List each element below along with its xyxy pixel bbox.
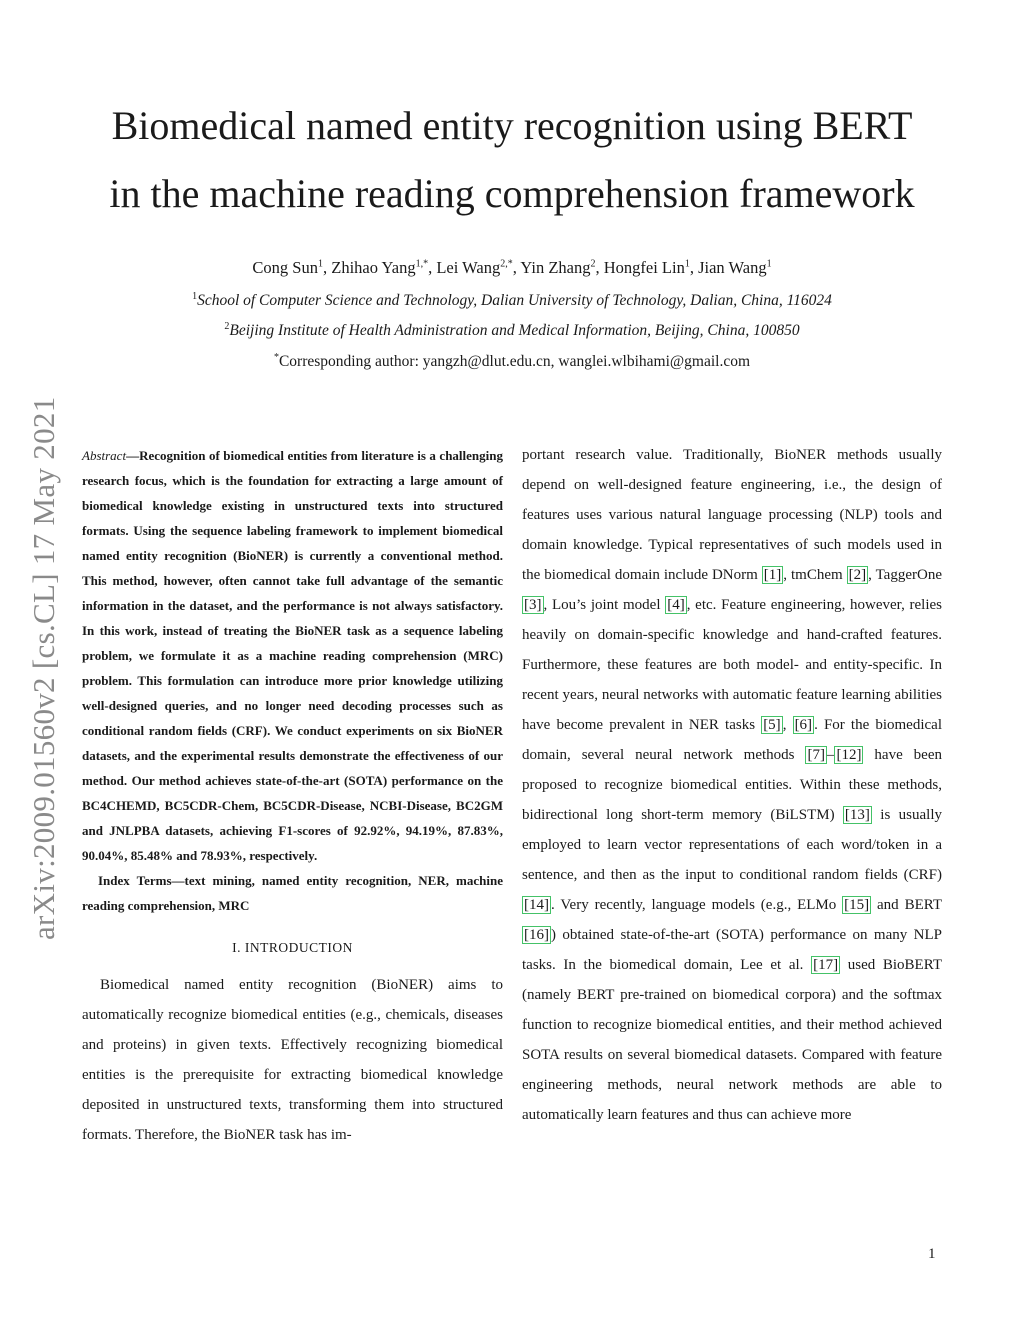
index-terms: Index Terms—text mining, named entity recognition, NER, machine reading comprehension, MRC xyxy=(82,873,503,913)
citation-link[interactable]: [14] xyxy=(524,897,549,913)
intro-paragraph-continued: portant research value. Traditionally, BioNER methods usually depend on well-designed feature engineering, i.e., the design of features uses various natural language processing (NLP) tools and domain knowledge. Typical representatives of such models used in the biomedical domain include DNorm [1] , tmChem [2] , TaggerOne [3] , Lou’s joint model [4] , etc. Feature engineering, however, relies heavily on domain-specific knowledge and hand-crafted features. Furthermore, these features are both model- and entity-specific. In recent years, neural networks with automatic feature learning abilities have become prevalent in NER tasks [5] , [6] . For the biomedical domain, several neural network methods [7] – [12] have been proposed to recognize biomedical entities. Within these methods, bidirectional long short-term memory (BiLSTM) [13] is usually employed to learn vector representations of each word/token in a sentence, and then as the input to conditional random fields (CRF) [14] . Very recently, language models (e.g., ELMo [15] and BERT [16] ) obtained state-of-the-art (SOTA) performance on many NLP tasks. In the biomedical domain, Lee et al. [17] used BioBERT (namely BERT pre-trained on biomedical corpora) and the softmax function to recognize biomedical entities, and their method achieved SOTA results on several biomedical datasets. Compared with feature engineering methods, neural network methods are able to automatically learn features and thus can achieve more xyxy=(522,447,943,1123)
corresponding-author: *Corresponding author: yangzh@dlut.edu.cn, wanglei.wlbihami@gmail.com xyxy=(273,351,751,370)
abstract: Abstract—Recognition of biomedical entities from literature is a challenging research focus, which is the foundation for extracting a large amount of biomedical knowledge existing in unstructured texts into structured formats. Using the sequence labeling framework to implement biomedical named entity recognition (BioNER) is currently a conventional method. This method, however, often cannot take full advantage of the semantic information in the dataset, and the performance is not always satisfactory. In this work, instead of treating the BioNER task as a sequence labeling problem, we formulate it as a machine reading comprehension (MRC) problem. This formulation can introduce more prior knowledge utilizing well-designed queries, and no longer need decoding processes such as conditional random fields (CRF). We conduct experiments on six BioNER datasets, and the experimental results demonstrate the effectiveness of our method. Our method achieves state-of-the-art (SOTA) performance on the BC4CHEMD, BC5CDR-Chem, BC5CDR-Disease, NCBI-Disease, BC2GM and JNLPBA datasets, achieving F1-scores of 92.92%, 94.19%, 87.83%, 90.04%, 85.48% and 78.93%, respectively. xyxy=(82,448,503,863)
affiliation-2: $^2$Beijing Institute of Health Administration and Medical Information, Beijing, China, 100850 xyxy=(224,320,800,339)
citation-link[interactable]: [1] xyxy=(763,567,782,583)
arxiv-watermark: arXiv:2009.01560v2 [cs.CL] 17 May 2021 xyxy=(26,396,61,940)
index-terms-text: text mining, named entity recognition, NER, machine reading comprehension, MRC xyxy=(82,873,503,913)
citation-link[interactable]: [7] xyxy=(807,747,825,763)
index-terms-label: Index Terms xyxy=(98,873,172,888)
paper-title xyxy=(0,92,1024,228)
author: Hongfei Lin xyxy=(603,258,685,277)
citation-link[interactable]: [16] xyxy=(524,927,549,943)
author: Lei Wang xyxy=(436,258,501,277)
citation-link[interactable]: [2] xyxy=(848,567,867,583)
author: Jian Wang xyxy=(698,258,767,277)
page-number: 1 xyxy=(928,1246,936,1262)
affiliation-1: $^1$School of Computer Science and Technology, Dalian University of Technology, Dalian, China, 116024 xyxy=(192,290,832,309)
title-line-1: Biomedical named entity recognition using BERT xyxy=(111,103,913,148)
intro-paragraph: Biomedical named entity recognition (BioNER) aims to automatically recognize biomedical entities (e.g., chemicals, diseases and proteins) in given texts. Effectively recognizing biomedical entities is the prerequisite for extracting biomedical knowledge deposited in unstructured texts, transforming them into structured formats. Therefore, the BioNER task has im- xyxy=(82,977,503,1143)
abstract-text: Recognition of biomedical entities from literature is a challenging research focus, which is the foundation for extracting a large amount of biomedical knowledge existing in unstructured texts into structured formats. Using the sequence labeling framework to implement biomedical named entity recognition (BioNER) is currently a conventional method. This method, however, often cannot take full advantage of the semantic information in the dataset, and the performance is not always satisfactory. In this work, instead of treating the BioNER task as a sequence labeling problem, we formulate it as a machine reading comprehension (MRC) problem. This formulation can introduce more prior knowledge utilizing well-designed queries, and no longer need decoding processes such as conditional random fields (CRF). We conduct experiments on six BioNER datasets, and the experimental results demonstrate the effectiveness of our method. Our method achieves state-of-the-art (SOTA) performance on the BC4CHEMD, BC5CDR-Chem, BC5CDR-Disease, NCBI-Disease, BC2GM and JNLPBA datasets, achieving F1-scores of 92.92%, 94.19%, 87.83%, 90.04%, 85.48% and 78.93%, respectively. xyxy=(82,448,503,863)
citation-link[interactable]: [3] xyxy=(524,597,542,613)
author: Cong Sun xyxy=(252,258,318,277)
citation-link[interactable]: [12] xyxy=(836,747,862,763)
citation-link[interactable]: [13] xyxy=(844,807,870,823)
citation-link[interactable]: [6] xyxy=(794,717,813,733)
title-line-2: in the machine reading comprehension framework xyxy=(109,171,915,216)
author-list: Cong Sun$^1$, Zhihao Yang$^{1,*}$, Lei Wang$^{2,*}$, Yin Zhang$^2$, Hongfei Lin$^1$, Jian Wang$^1$ xyxy=(252,258,772,277)
citation-link[interactable]: [15] xyxy=(844,897,870,913)
citation-link[interactable]: [17] xyxy=(813,957,839,973)
section-heading: I. INTRODUCTION xyxy=(232,940,353,955)
citation-link[interactable]: [4] xyxy=(667,597,685,613)
right-column xyxy=(522,440,942,1130)
author: Yin Zhang xyxy=(520,258,591,277)
abstract-label: Abstract xyxy=(82,448,127,463)
left-column xyxy=(82,443,503,1150)
author: Zhihao Yang xyxy=(331,258,416,277)
citation-link[interactable]: [5] xyxy=(763,717,781,733)
